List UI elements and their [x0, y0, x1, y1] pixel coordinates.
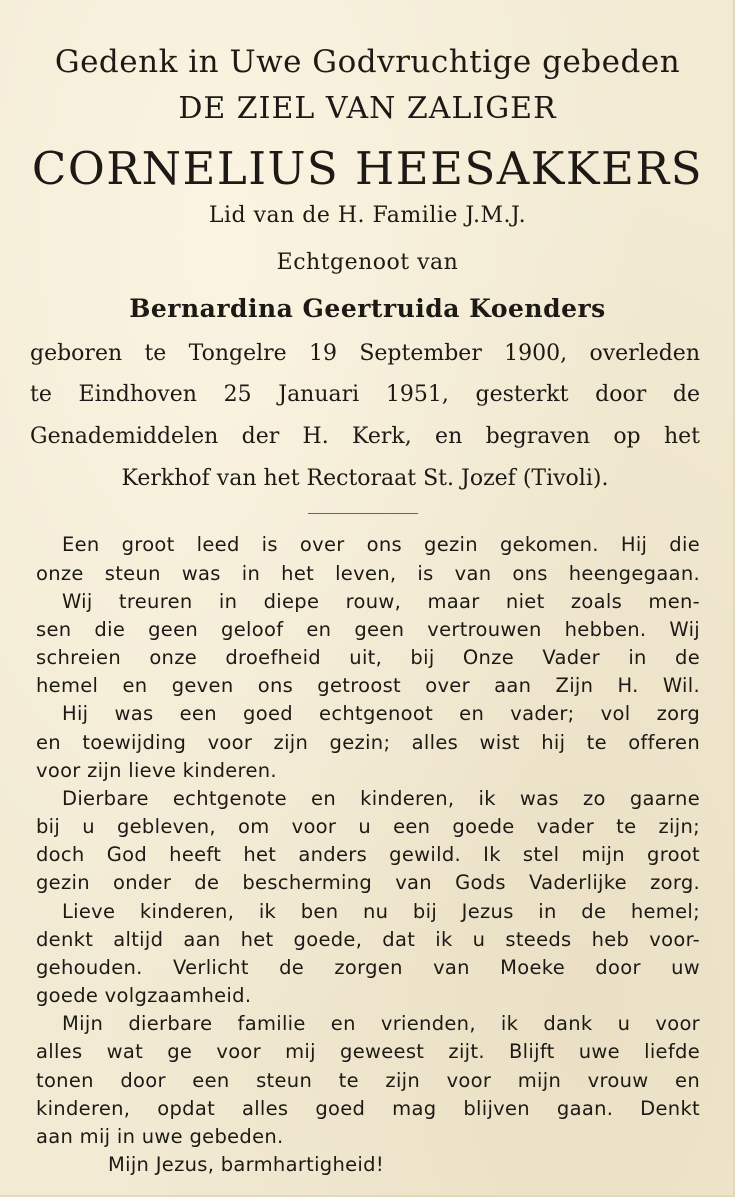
biography-line: geboren te Tongelre 19 September 1900, overleden [30, 341, 700, 366]
prayer-line: goede volgzaamheid. [36, 984, 252, 1007]
prayer-line: Wij treuren in diepe rouw, maar niet zoals men- [62, 590, 700, 613]
prayer-line: denkt altijd aan het goede, dat ik u steeds heb voor- [36, 928, 700, 951]
biography-line: Genademiddelen der H. Kerk, en begraven op het [30, 424, 700, 449]
prayer-line: Een groot leed is over ons gezin gekomen. Hij die [62, 533, 700, 556]
prayer-line: hemel en geven ons getroost over aan Zijn H. Wil. [36, 674, 700, 697]
prayer-line: onze steun was in het leven, is van ons heengegaan. [36, 562, 700, 585]
prayer-line: gehouden. Verlicht de zorgen van Moeke door uw [36, 956, 700, 979]
spouse-name: Bernardina Geertruida Koenders [129, 294, 606, 323]
biography-line: te Eindhoven 25 Januari 1951, gesterkt door de [30, 382, 700, 407]
intro-line: Gedenk in Uwe Godvruchtige gebeden [54, 44, 681, 80]
section-divider [308, 513, 418, 514]
prayer-line: Hij was een goed echtgenoot en vader; vol zorg [62, 702, 700, 725]
prayer-line: schreien onze droefheid uit, bij Onze Vader in de [36, 646, 700, 669]
spouse-label: Echtgenoot van [276, 250, 459, 275]
prayer-line: kinderen, opdat alles goed mag blijven gaan. Denkt [36, 1097, 700, 1120]
prayer-line: Dierbare echtgenote en kinderen, ik was zo gaarne [62, 787, 700, 810]
prayer-line: Lieve kinderen, ik ben nu bij Jezus in de hemel; [62, 900, 700, 923]
prayer-line: tonen door een steun te zijn voor mijn vrouw en [36, 1069, 700, 1092]
prayer-line: voor zijn lieve kinderen. [36, 759, 277, 782]
prayer-line: bij u gebleven, om voor u een goede vader te zijn; [36, 815, 700, 838]
prayer-line: doch God heeft het anders gewild. Ik stel mijn groot [36, 843, 700, 866]
prayer-line: alles wat ge voor mij geweest zijt. Blijft uwe liefde [36, 1040, 700, 1063]
prayer-line: Mijn dierbare familie en vrienden, ik dank u voor [62, 1012, 700, 1035]
prayer-line: aan mij in uwe gebeden. [36, 1125, 284, 1148]
prayer-line: sen die geen geloof en geen vertrouwen hebben. Wij [36, 618, 700, 641]
closing-invocation: Mijn Jezus, barmhartigheid! [108, 1153, 384, 1176]
membership-line: Lid van de H. Familie J.M.J. [208, 203, 527, 228]
soul-heading: DE ZIEL VAN ZALIGER [178, 91, 557, 126]
prayer-line: gezin onder de bescherming van Gods Vaderlijke zorg. [36, 871, 700, 894]
biography-line: Kerkhof van het Rectoraat St. Jozef (Tivoli). [121, 466, 609, 491]
deceased-name: CORNELIUS HEESAKKERS [31, 142, 704, 195]
prayer-line: en toewijding voor zijn gezin; alles wist hij te offeren [36, 731, 700, 754]
